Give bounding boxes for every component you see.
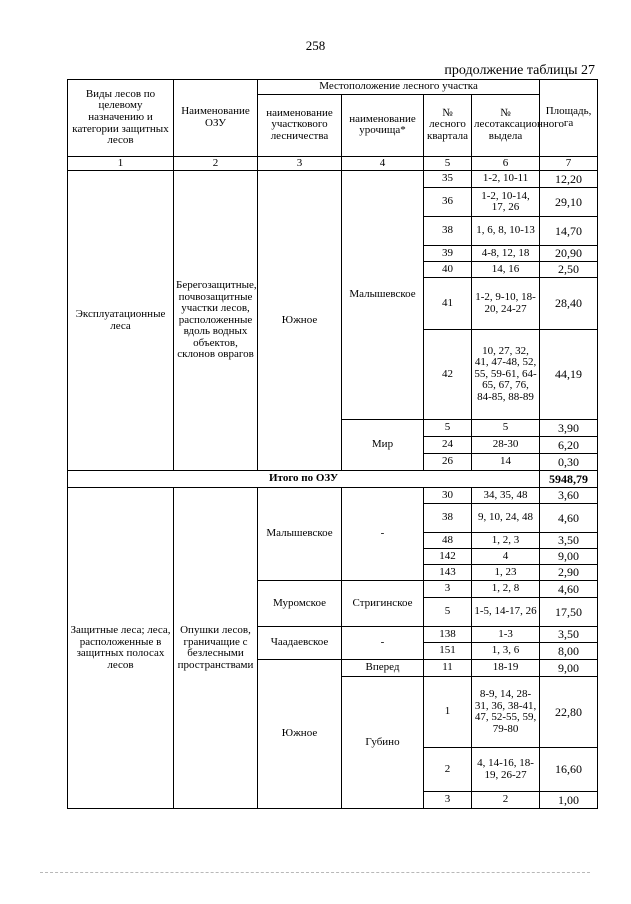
- area-cell: 4,60: [540, 504, 598, 533]
- header-ozu-name: Наименование ОЗУ: [174, 80, 258, 157]
- area-cell: 9,00: [540, 660, 598, 677]
- tract-cell: Губино: [342, 677, 424, 809]
- area-cell: 16,60: [540, 748, 598, 792]
- allotment-cell: 2: [472, 792, 540, 809]
- column-number: 3: [258, 156, 342, 171]
- quarter-cell: 3: [424, 792, 472, 809]
- quarter-cell: 5: [424, 598, 472, 627]
- quarter-cell: 48: [424, 533, 472, 549]
- tract-cell: -: [342, 627, 424, 660]
- tract-cell: Стригинское: [342, 581, 424, 627]
- area-cell: 6,20: [540, 437, 598, 454]
- quarter-cell: 5: [424, 420, 472, 437]
- district-cell: Южное: [258, 171, 342, 471]
- district-cell: Малышевское: [258, 488, 342, 581]
- allotment-cell: 1-3: [472, 627, 540, 643]
- header-district: наименование участкового лесничества: [258, 94, 342, 156]
- quarter-cell: 39: [424, 246, 472, 262]
- quarter-cell: 11: [424, 660, 472, 677]
- header-row: [68, 80, 598, 95]
- allotment-cell: 4, 14-16, 18-19, 26-27: [472, 748, 540, 792]
- allotment-cell: 1, 23: [472, 565, 540, 581]
- quarter-cell: 40: [424, 262, 472, 278]
- allotment-cell: 4: [472, 549, 540, 565]
- column-number: 2: [174, 156, 258, 171]
- area-cell: 9,00: [540, 549, 598, 565]
- column-number: 7: [540, 156, 598, 171]
- area-cell: 20,90: [540, 246, 598, 262]
- header-allotment: № лесотаксационного выдела: [472, 94, 540, 156]
- area-cell: 44,19: [540, 330, 598, 420]
- quarter-cell: 1: [424, 677, 472, 748]
- allotment-cell: 14: [472, 454, 540, 471]
- area-cell: 2,90: [540, 565, 598, 581]
- table-row: [68, 488, 598, 504]
- quarter-cell: 3: [424, 581, 472, 598]
- quarter-cell: 41: [424, 278, 472, 330]
- quarter-cell: 151: [424, 643, 472, 660]
- district-cell: Муромское: [258, 581, 342, 627]
- allotment-cell: 1-2, 9-10, 18-20, 24-27: [472, 278, 540, 330]
- quarter-cell: 35: [424, 171, 472, 188]
- tract-cell: Мир: [342, 420, 424, 471]
- area-cell: 28,40: [540, 278, 598, 330]
- allotment-cell: 1, 6, 8, 10-13: [472, 217, 540, 246]
- area-cell: 3,90: [540, 420, 598, 437]
- forest-type-cell: Эксплуатационные леса: [68, 171, 174, 471]
- area-cell: 1,00: [540, 792, 598, 809]
- column-numbers-row: [68, 156, 598, 171]
- quarter-cell: 38: [424, 504, 472, 533]
- area-cell: 3,60: [540, 488, 598, 504]
- allotment-cell: 9, 10, 24, 48: [472, 504, 540, 533]
- area-cell: 3,50: [540, 533, 598, 549]
- quarter-cell: 38: [424, 217, 472, 246]
- page-bottom-divider: [40, 872, 590, 873]
- header-quarter: № лесного квартала: [424, 94, 472, 156]
- total-row: [68, 471, 598, 488]
- column-number: 4: [342, 156, 424, 171]
- allotment-cell: 5: [472, 420, 540, 437]
- header-forest-type: Виды лесов по целевому назначению и категории защитных лесов: [68, 80, 174, 157]
- tract-cell: Вперед: [342, 660, 424, 677]
- tract-cell: Малышевское: [342, 171, 424, 420]
- area-cell: 0,30: [540, 454, 598, 471]
- forest-type-cell: Защитные леса; леса, расположенные в защитных полосах лесов: [68, 488, 174, 809]
- quarter-cell: 24: [424, 437, 472, 454]
- total-value: 5948,79: [540, 471, 598, 488]
- table-row: [68, 171, 598, 188]
- district-cell: Южное: [258, 660, 342, 809]
- allotment-cell: 1-2, 10-14, 17, 26: [472, 188, 540, 217]
- quarter-cell: 26: [424, 454, 472, 471]
- header-location-group: Местоположение лесного участка: [258, 80, 540, 95]
- page-number: 258: [305, 38, 326, 53]
- table-continuation-caption: продолжение таблицы 27: [444, 63, 595, 78]
- header-area: Площадь, га: [540, 80, 598, 157]
- area-cell: 12,20: [540, 171, 598, 188]
- column-number: 5: [424, 156, 472, 171]
- allotment-cell: 4-8, 12, 18: [472, 246, 540, 262]
- column-number: 1: [68, 156, 174, 171]
- area-cell: 4,60: [540, 581, 598, 598]
- allotment-cell: 14, 16: [472, 262, 540, 278]
- allotment-cell: 18-19: [472, 660, 540, 677]
- header-tract: наименование урочища*: [342, 94, 424, 156]
- allotment-cell: 28-30: [472, 437, 540, 454]
- area-cell: 14,70: [540, 217, 598, 246]
- allotment-cell: 1, 2, 8: [472, 581, 540, 598]
- quarter-cell: 42: [424, 330, 472, 420]
- quarter-cell: 36: [424, 188, 472, 217]
- area-cell: 2,50: [540, 262, 598, 278]
- forest-areas-table: [67, 79, 598, 809]
- allotment-cell: 1-2, 10-11: [472, 171, 540, 188]
- column-number: 6: [472, 156, 540, 171]
- district-cell: Чаадаевское: [258, 627, 342, 660]
- allotment-cell: 1, 2, 3: [472, 533, 540, 549]
- quarter-cell: 30: [424, 488, 472, 504]
- area-cell: 17,50: [540, 598, 598, 627]
- ozu-name-cell: Опушки лесов, граничащие с безлесными пространствами: [174, 488, 258, 809]
- quarter-cell: 2: [424, 748, 472, 792]
- tract-cell: -: [342, 488, 424, 581]
- area-cell: 3,50: [540, 627, 598, 643]
- ozu-name-cell: Берегозащитные, почвозащитные участки лесов, расположенные вдоль водных объектов, склонов оврагов: [174, 171, 258, 471]
- allotment-cell: 1-5, 14-17, 26: [472, 598, 540, 627]
- area-cell: 8,00: [540, 643, 598, 660]
- allotment-cell: 8-9, 14, 28-31, 36, 38-41, 47, 52-55, 59, 79-80: [472, 677, 540, 748]
- area-cell: 29,10: [540, 188, 598, 217]
- quarter-cell: 138: [424, 627, 472, 643]
- quarter-cell: 142: [424, 549, 472, 565]
- total-label: Итого по ОЗУ: [68, 471, 540, 488]
- allotment-cell: 34, 35, 48: [472, 488, 540, 504]
- quarter-cell: 143: [424, 565, 472, 581]
- allotment-cell: 1, 3, 6: [472, 643, 540, 660]
- allotment-cell: 10, 27, 32, 41, 47-48, 52, 55, 59-61, 64-65, 67, 76, 84-85, 88-89: [472, 330, 540, 420]
- area-cell: 22,80: [540, 677, 598, 748]
